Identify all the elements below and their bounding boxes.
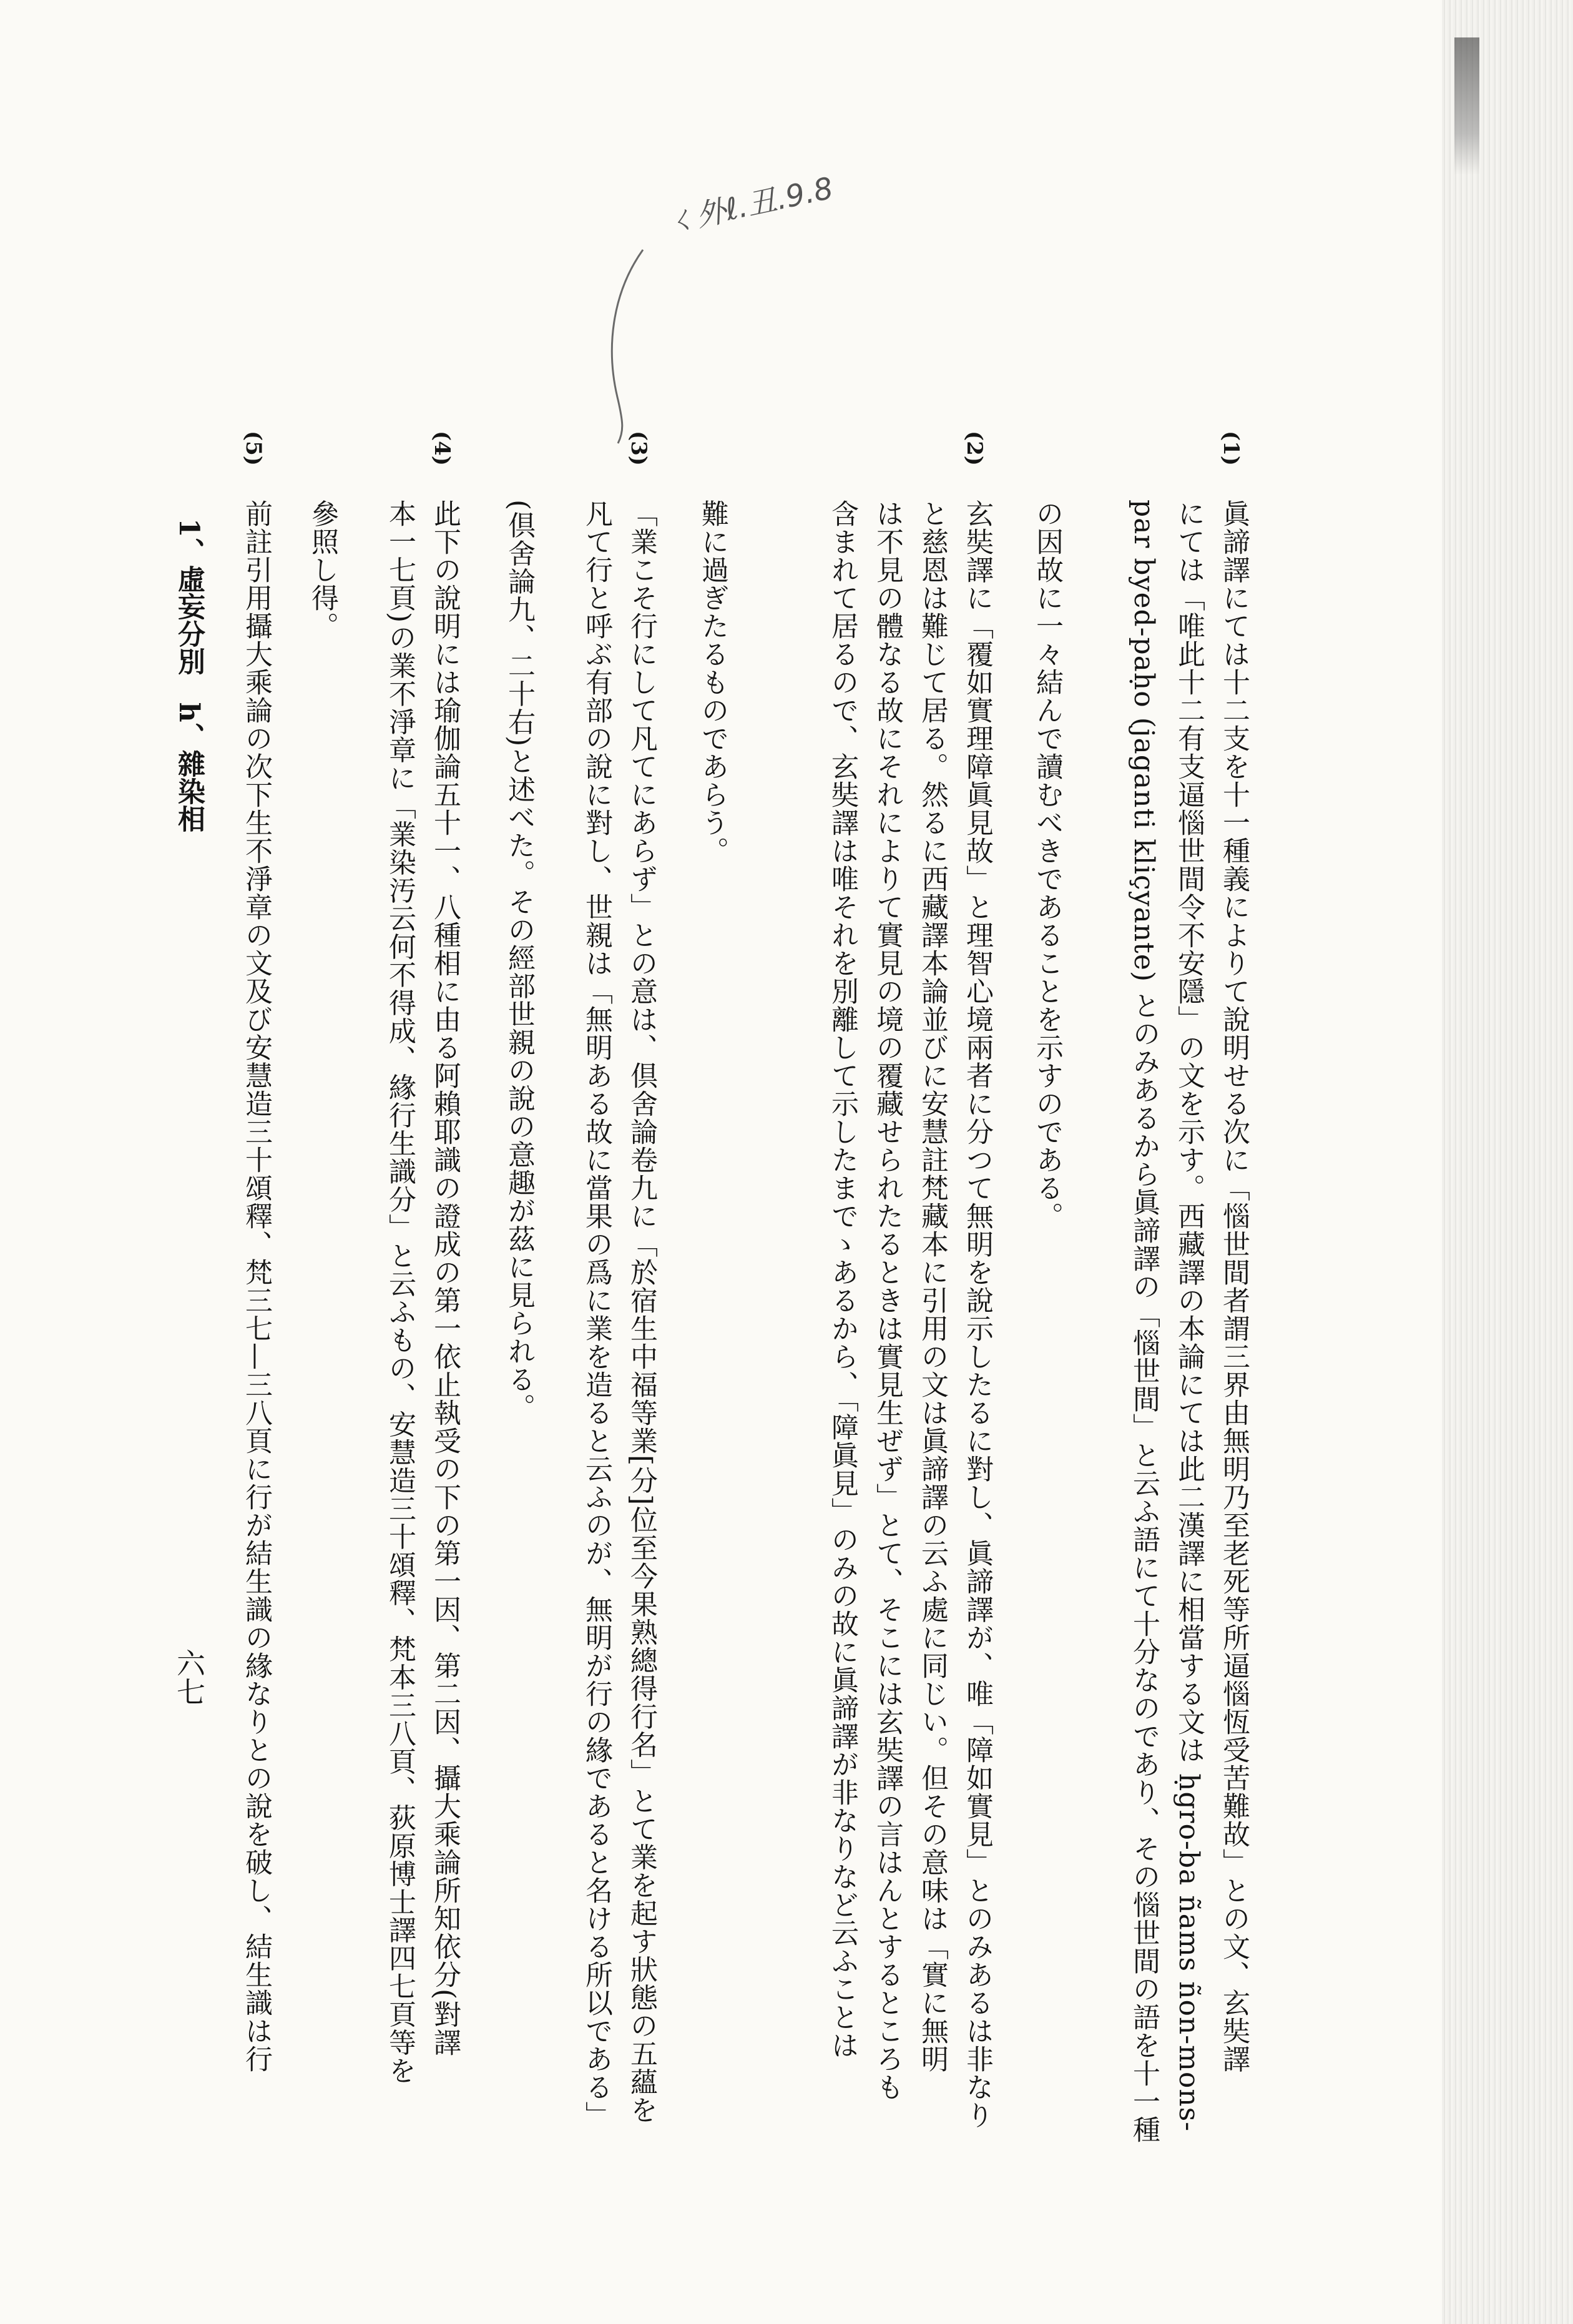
note-line: 前註引用攝大乘論の次下生不淨章の文及び安慧造三十頌釋、梵三七—三八頁に行が結生識の緣なりとの說を破し、結生識は行	[240, 500, 272, 2073]
note-line: 本一七頁)の業不淨章に「業染汚云何不得成、緣行生識分」と云ふもの、安慧造三十頌釋、梵本三八頁、荻原博士譯四七頁等を	[384, 500, 416, 2085]
note-line: 此下の說明には瑜伽論五十一、八種相に由る阿賴耶識の證成の第一依止執受の下の第一因、第二因、攝大乘論所知依分(對譯	[429, 500, 461, 2057]
note-line: 玄奘譯に「覆如實理障眞見故」と理智心境兩者に分つて無明を說示したるに對し、眞諦譯が、唯「障如實見」とのみあるは非なり	[961, 500, 993, 2129]
note-line: 「業こそ行にして凡てにあらず」との意は、倶舍論卷九に「於宿生中福等業[分]位至今果熟總得行名」とて業を起す狀態の五蘊を	[625, 500, 657, 2124]
note-line: 難に過ぎたるものであらう。	[697, 500, 728, 865]
pencil-stroke	[599, 244, 649, 450]
note-number: (4)	[429, 431, 454, 466]
binding-edge-shadow	[1442, 0, 1573, 2324]
binding-edge-mark	[1454, 37, 1479, 175]
note-number: (1)	[1218, 431, 1243, 466]
note-line: 參照し得。	[306, 500, 338, 640]
note-number: (3)	[626, 431, 651, 466]
note-line: と慈恩は難じて居る。然るに西藏譯本論並びに安慧註梵藏本に引用の文は眞諦譯の云ふ處に同じい。但その意味は「實に無明	[916, 500, 948, 2073]
note-line: にては「唯此十二有支逼惱世間令不安隱」の文を示す。西藏譯の本論にては此二漢譯に相當する文は ḥgro-ba ñams ñon-mons-	[1173, 500, 1205, 2132]
note-line: par byed-paḥo (jaganti kliçyante) とのみあるから眞諦譯の「惱世間」と云ふ語にて十分なのであり、その惱世間の語を十一種	[1128, 500, 1160, 2144]
note-line: は不見の體なる故にそれによりて實見の境の覆藏せられたるときは實見生ぜず」とて、そこには玄奘譯の言はんとするところも	[871, 500, 903, 2101]
note-line: の因故に一々結んで讀むべきであることを示すのである。	[1031, 500, 1063, 1230]
running-footer: 1、虛妄分別 h、雜染相	[173, 518, 205, 832]
note-line: (倶舍論九、二十右)と述べた。その經部世親の說の意趣が茲に見られる。	[503, 500, 535, 1422]
note-line: 凡て行と呼ぶ有部の說に對し、世親は「無明ある故に當果の爲に業を造ると云ふのが、無明が行の緣であると名ける所以である」	[581, 500, 612, 2129]
note-number: (5)	[241, 431, 266, 466]
note-line: 眞諦譯にては十二支を十一種義によりて說明せる次に「惱世間者謂三界由無明乃至老死等所逼惱恆受苦難故」との文、玄奘譯	[1218, 500, 1250, 2073]
note-number: (2)	[962, 431, 987, 466]
page-number: 六七	[172, 1648, 206, 1706]
handwritten-annotation: ㄑ外ℓ.丑.9.8	[664, 170, 836, 240]
note-line: 含まれて居るので、玄奘譯は唯それを別離して示したまでゝあるから、「障眞見」のみの故に眞諦譯が非なりなど云ふことは	[826, 500, 858, 2059]
